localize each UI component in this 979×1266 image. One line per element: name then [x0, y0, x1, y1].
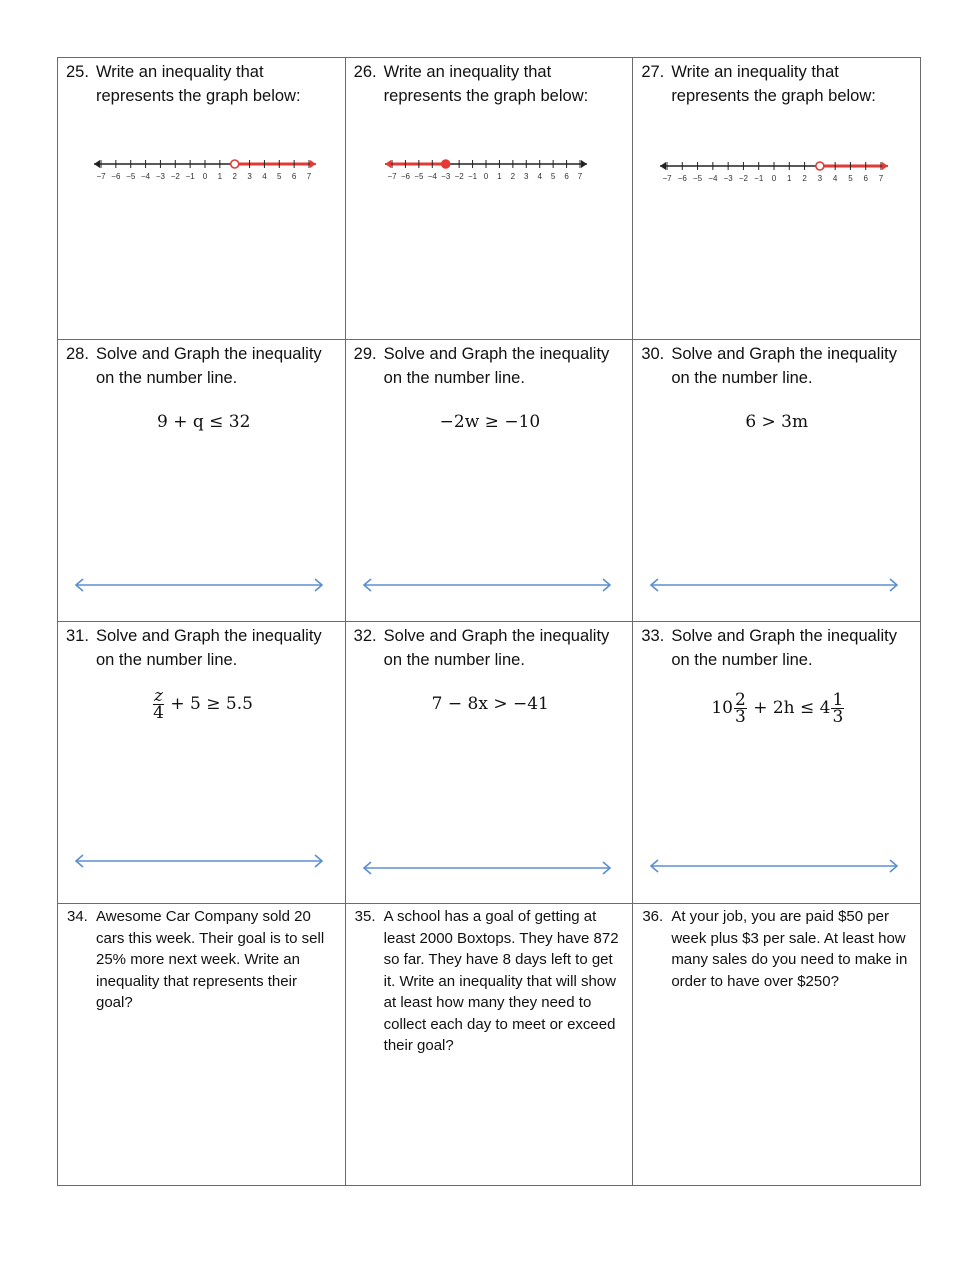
problem-26-text: 26. Write an inequality that represents the graph below:: [353, 63, 589, 105]
tick-label: 2: [510, 172, 515, 181]
tick-label: 0: [772, 174, 777, 183]
inequality-32: 7 − 8x > −41: [431, 694, 549, 714]
problem-27-text: 27. Write an inequality that represents the graph below:: [641, 63, 876, 105]
problem-32-text: 32. Solve and Graph the inequality on the number line.: [353, 627, 610, 669]
tick-label: −1: [467, 172, 477, 181]
blank-number-line-33[interactable]: [649, 859, 899, 873]
blank-number-line-32[interactable]: [362, 861, 612, 875]
problem-25-text: 25. Write an inequality that represents the graph below:: [66, 63, 301, 105]
tick-label: 4: [537, 172, 542, 181]
endpoint-circle: [441, 160, 449, 168]
blank-number-line-31[interactable]: [74, 854, 324, 868]
blank-number-line-29[interactable]: [362, 578, 612, 592]
tick-label: 5: [277, 172, 282, 181]
tick-label: 3: [247, 172, 252, 181]
number-line-graph-26: [376, 156, 596, 186]
tick-label: 6: [863, 174, 869, 183]
tick-label: −6: [400, 172, 410, 181]
inequality-31: $\frac{z}{4}$ + 5 ≥ 5.5: [153, 686, 253, 723]
right-arrowhead: [581, 160, 587, 168]
tick-label: 1: [496, 172, 502, 181]
problem-33-cell: [633, 622, 921, 904]
tick-label: 6: [564, 172, 569, 181]
tick-label: −1: [185, 172, 195, 181]
tick-label: −2: [170, 172, 180, 181]
tick-label: −7: [387, 172, 397, 181]
blank-number-line-30[interactable]: [649, 578, 899, 592]
tick-label: 6: [291, 172, 297, 181]
tick-label: −3: [155, 172, 165, 181]
problem-36-cell: [633, 904, 921, 1186]
tick-label: 5: [550, 172, 556, 181]
tick-label: −2: [739, 174, 749, 183]
tick-label: −1: [754, 174, 764, 183]
problem-35-cell: [345, 904, 633, 1186]
inequality-30: 6 > 3m: [745, 412, 809, 432]
tick-label: 3: [523, 172, 529, 181]
tick-label: −2: [454, 172, 464, 181]
problem-29-text: 29. Solve and Graph the inequality on the number line.: [353, 345, 610, 387]
problem-28-cell: [58, 340, 346, 622]
problem-33-text: 33. Solve and Graph the inequality on the number line.: [641, 627, 897, 669]
tick-label: 0: [483, 172, 488, 181]
tick-label: −5: [413, 172, 424, 181]
problem-34-text: 34. Awesome Car Company sold 20 cars this week. Their goal is to sell 25% more next week. Write an inequality that represents their goal?: [67, 908, 325, 1011]
tick-label: −7: [662, 174, 672, 183]
tick-label: 5: [848, 174, 853, 183]
worksheet-grid: [57, 57, 921, 1186]
tick-label: 1: [787, 174, 792, 183]
blank-number-line-28[interactable]: [74, 578, 324, 592]
left-arrowhead: [94, 160, 100, 168]
endpoint-circle: [231, 160, 239, 168]
number-line-graph-27: [651, 158, 897, 192]
tick-label: −3: [440, 172, 450, 181]
problem-31-text: 31. Solve and Graph the inequality on the number line.: [66, 627, 322, 669]
tick-label: −4: [708, 174, 718, 183]
tick-label: 4: [262, 172, 267, 181]
problem-30-text: 30. Solve and Graph the inequality on the number line.: [641, 345, 897, 387]
tick-label: −3: [723, 174, 734, 183]
problem-25-cell: [58, 58, 346, 340]
problem-32-cell: [345, 622, 633, 904]
tick-label: 7: [306, 172, 312, 181]
tick-label: −5: [693, 174, 703, 183]
tick-label: −7: [96, 172, 106, 181]
problem-26-cell: [345, 58, 633, 340]
problem-36-text: 36. At your job, you are paid $50 per week plus $3 per sale. At least how many sales do you need to make in order to have over $250?: [642, 908, 908, 990]
tick-label: 7: [879, 174, 884, 183]
problem-28-text: 28. Solve and Graph the inequality on the number line.: [66, 345, 322, 387]
problem-27-cell: [633, 58, 921, 340]
tick-label: −4: [427, 172, 437, 181]
tick-label: 2: [232, 172, 237, 181]
problem-31-cell: [58, 622, 346, 904]
number-line-graph-25: [85, 156, 325, 186]
tick-label: 1: [217, 172, 223, 181]
inequality-33: 10 $\frac{2}{3}$ + 2h ≤ 4 $\frac{1}{3}$: [711, 690, 844, 727]
problem-35-text: 35. A school has a goal of getting at least 2000 Boxtops. They have 872 so far. They have 8 days left to get it. Write an inequality that will show at least how many they need to collect each day to meet or exceed their goal?: [354, 908, 619, 1054]
tick-label: 4: [833, 174, 838, 183]
tick-label: −6: [678, 174, 688, 183]
problem-30-cell: [633, 340, 921, 622]
tick-label: −6: [111, 172, 121, 181]
problem-34-cell: [58, 904, 346, 1186]
problem-29-cell: [345, 340, 633, 622]
tick-label: 2: [802, 174, 808, 183]
tick-label: −4: [141, 172, 151, 181]
tick-label: 3: [817, 174, 823, 183]
endpoint-circle: [816, 162, 824, 170]
tick-label: 0: [202, 172, 208, 181]
tick-label: 7: [577, 172, 582, 181]
inequality-28: 9 + q ≤ 32: [157, 412, 251, 432]
tick-label: −5: [126, 172, 136, 181]
inequality-29: −2w ≥ −10: [439, 412, 541, 432]
left-arrowhead: [660, 162, 666, 170]
